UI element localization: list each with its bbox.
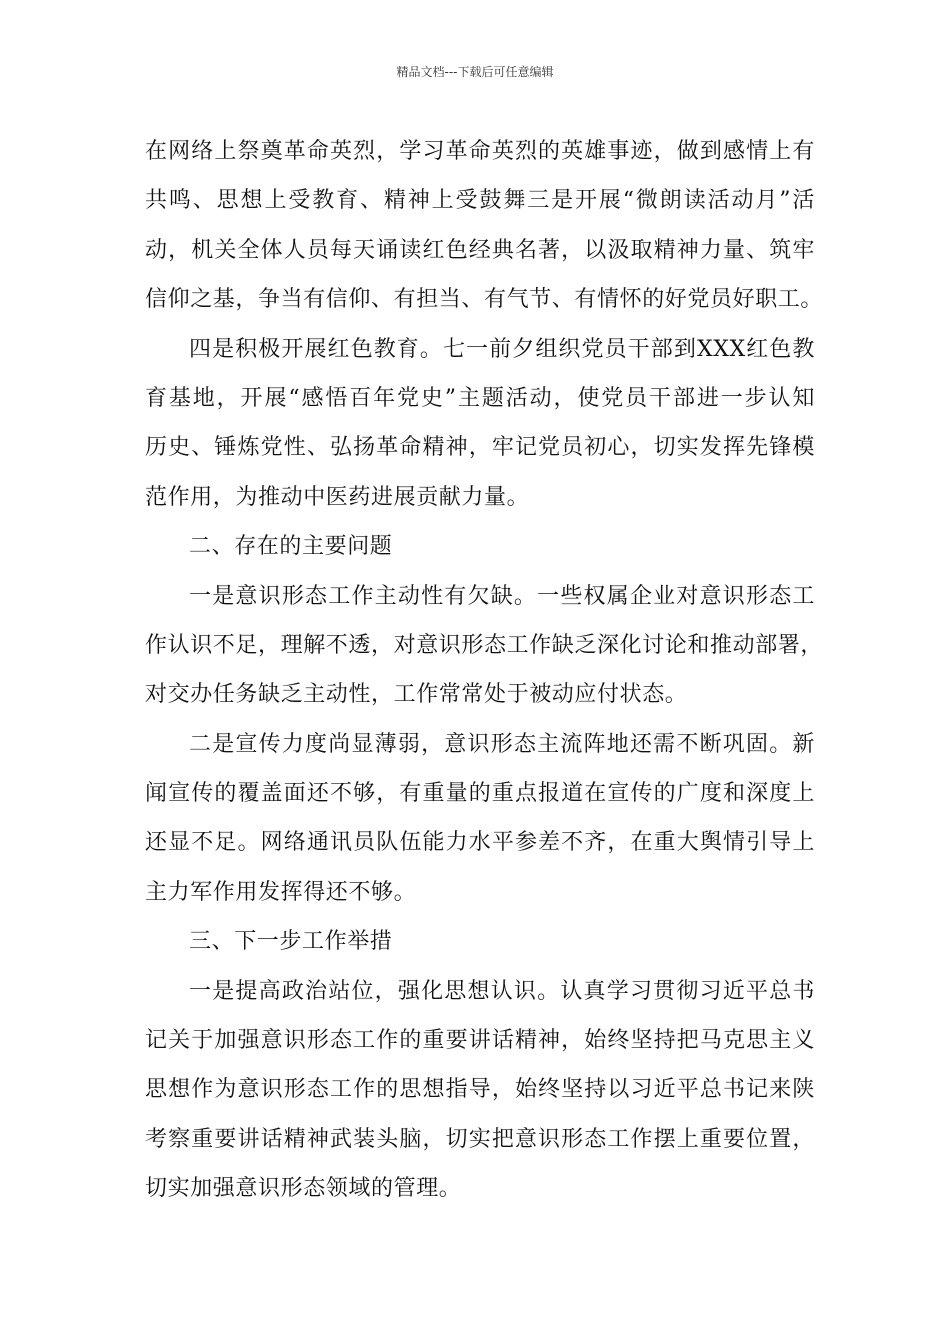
text-line: 作认识不足，理解不透，对意识形态工作缺乏深化讨论和推动部署，	[145, 632, 824, 658]
text-line: 三、下一步工作举措	[189, 929, 393, 955]
document-body	[145, 132, 824, 1219]
text-line: 一是提高政治站位，强化思想认识。认真学习贯彻习近平总书	[189, 978, 815, 1004]
text-line: 主力军作用发挥得还不够。	[145, 879, 417, 905]
text-line: 考察重要讲话精神武装头脑，切实把意识形态工作摆上重要位置，	[145, 1126, 815, 1152]
text-line: 二、存在的主要问题	[189, 534, 393, 560]
text-line: 二是宣传力度尚显薄弱，意识形态主流阵地还需不断巩固。新	[189, 731, 815, 757]
page-header: 精品文档---下载后可任意编辑	[396, 65, 554, 79]
text-line: 记关于加强意识形态工作的重要讲话精神，始终坚持把马克思主义	[145, 1028, 815, 1054]
text-line: 范作用，为推动中医药进展贡献力量。	[145, 484, 530, 510]
text-line: 思想作为意识形态工作的思想指导，始终坚持以习近平总书记来陕	[145, 1077, 815, 1103]
text-line: 一是意识形态工作主动性有欠缺。一些权属企业对意识形态工	[189, 583, 815, 609]
text-line: 还显不足。网络通讯员队伍能力水平参差不齐，在重大舆情引导上	[145, 830, 815, 856]
text-line: 动，机关全体人员每天诵读红色经典名著，以汲取精神力量、筑牢	[145, 237, 815, 263]
text-line: 信仰之基，争当有信仰、有担当、有气节、有情怀的好党员好职工。	[145, 287, 824, 313]
text-line: 共鸣、思想上受教育、精神上受鼓舞三是开展“微朗读活动月”活	[145, 188, 815, 214]
text-line: 闻宣传的覆盖面还不够，有重量的重点报道在宣传的广度和深度上	[145, 781, 815, 807]
text-line: 历史、锤炼党性、弘扬革命精神，牢记党员初心，切实发挥先锋模	[145, 435, 815, 461]
text-line: 在网络上祭奠革命英烈，学习革命英烈的英雄事迹，做到感情上有	[145, 139, 815, 164]
text-line: 切实加强意识形态领域的管理。	[145, 1176, 462, 1202]
text-line: 对交办任务缺乏主动性，工作常常处于被动应付状态。	[145, 682, 688, 708]
text-line: 育基地，开展“感悟百年党史”主题活动，使党员干部进一步认知	[145, 385, 815, 411]
text-line: 四是积极开展红色教育。七一前夕组织党员干部到XXX红色教	[189, 336, 815, 362]
